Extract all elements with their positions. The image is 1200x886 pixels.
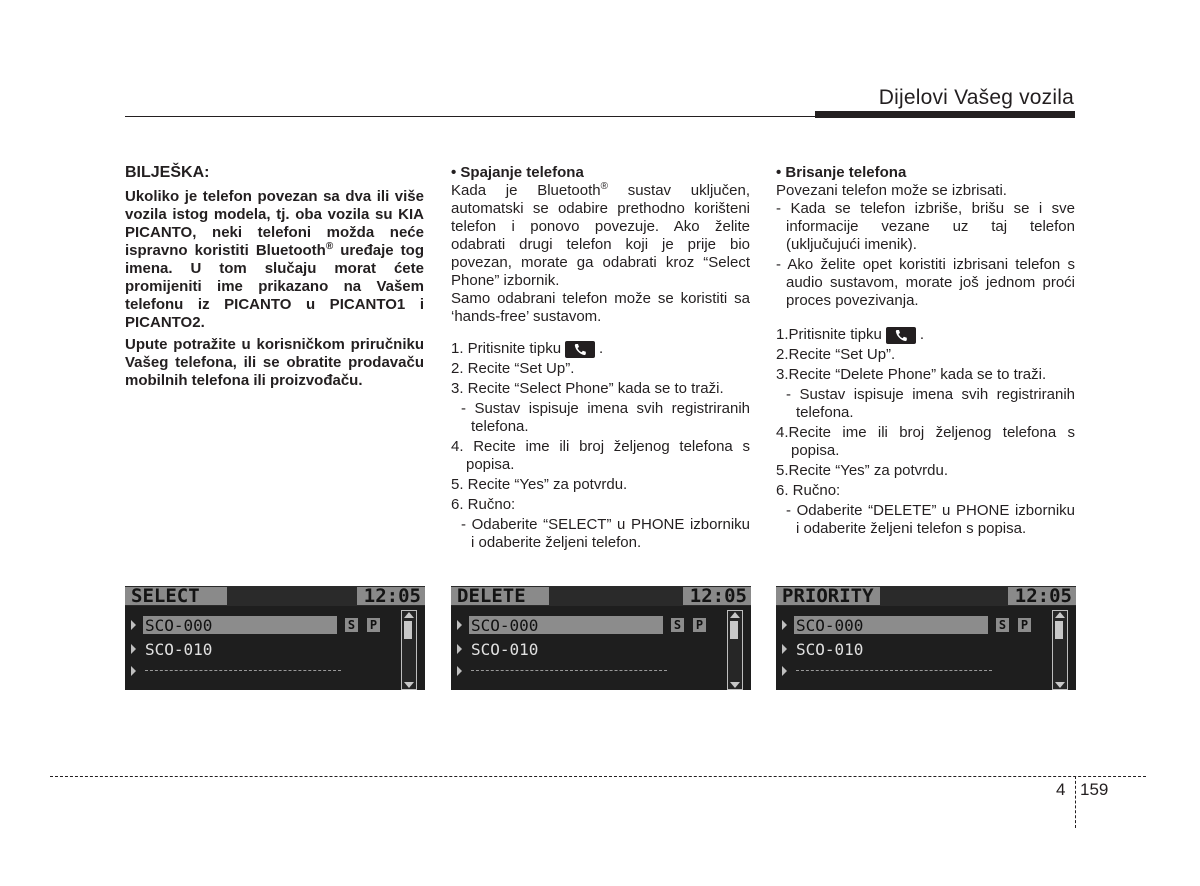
phone-button-icon (565, 341, 595, 358)
connect-step-3: 3. Recite “Select Phone” kada se to traži. (451, 380, 724, 397)
arrow-right-icon (782, 620, 787, 630)
scroll-up-icon (404, 612, 414, 618)
delete-step-3: 3.Recite “Delete Phone” kada se to traži. (776, 366, 1047, 383)
screen-priority (776, 586, 1076, 690)
arrow-right-icon (782, 644, 787, 654)
connect-step-2: 2. Recite “Set Up”. (451, 360, 575, 377)
arrow-right-icon (457, 644, 462, 654)
note-title: BILJEŠKA: (125, 164, 210, 181)
header-rule-accent (815, 111, 1075, 118)
note-paragraph-2: Upute potražite u korisničkom priručniku Vašeg telefona, ili se obratite prodavaču mobilnih telefona ili proizvođaču. (125, 336, 424, 389)
phone-button-icon (886, 327, 916, 344)
connect-column (451, 164, 750, 554)
arrow-right-icon (457, 620, 462, 630)
arrow-right-icon (131, 620, 136, 630)
footer-divider (1075, 776, 1076, 828)
scroll-down-icon (404, 682, 414, 688)
screen-delete (451, 586, 751, 690)
connect-step-4: 4. Recite ime ili broj željenog telefona s popisa. (451, 438, 750, 473)
screen-clock: 12:05 (1014, 585, 1072, 607)
screen-select (125, 586, 425, 690)
connect-paragraph-1: Kada je Bluetooth® sustav uključen, automatski se odabire prethodno korišteni telefon i ponovo povezuje. Ako želite odabrati drugi telefon koji je prije bio povezan, morate ga odabrati kroz “Select Phone” izbornik. (451, 181, 750, 289)
footer-rule (50, 776, 1146, 777)
screen-title: PRIORITY (782, 585, 874, 607)
list-item (782, 662, 1052, 680)
scrollbar (401, 610, 417, 690)
scroll-down-icon (1055, 682, 1065, 688)
delete-step-3-note: - Sustav ispisuje imena svih registriranih telefona. (786, 386, 1075, 421)
connect-step-6-note: - Odaberite “SELECT” u PHONE izborniku i odaberite željeni telefon. (461, 516, 750, 551)
connect-step-5: 5. Recite “Yes” za potvrdu. (451, 476, 628, 493)
arrow-right-icon (131, 644, 136, 654)
delete-note-1: - Kada se telefon izbriše, brišu se i sve informacije vezane uz taj telefon (uključujući imenik). (776, 200, 1075, 253)
badge-s: S (345, 618, 358, 632)
screen-title: DELETE (457, 585, 526, 607)
scroll-up-icon (730, 612, 740, 618)
delete-step-6: 6. Ručno: (776, 482, 841, 499)
delete-step-1: 1.Pritisnite tipku . (776, 326, 925, 343)
arrow-right-icon (131, 666, 136, 676)
chapter-number: 4 (1056, 780, 1066, 799)
delete-title: • Brisanje telefona (776, 164, 907, 181)
list-item: SCO-000 S P (131, 616, 401, 634)
scrollbar (727, 610, 743, 690)
arrow-right-icon (457, 666, 462, 676)
connect-title: • Spajanje telefona (451, 164, 584, 181)
screen-title: SELECT (131, 585, 200, 607)
connect-paragraph-2: Samo odabrani telefon može se koristiti sa ‘hands-free’ sustavom. (451, 290, 750, 325)
note-paragraph-1: Ukoliko je telefon povezan sa dva ili više vozila istog modela, tj. oba vozila su KIA PICANTO, neki telefoni možda neće ispravno koristiti Bluetooth® uređaje tog imena. U tom slučaju morat ćete promijeniti ime prikazano na Vašem telefonu iz PICANTO u PICANTO1 i PICANTO2. (125, 188, 424, 331)
arrow-right-icon (782, 666, 787, 676)
badge-p: P (367, 618, 380, 632)
badge-s: S (996, 618, 1009, 632)
header-rule (125, 116, 815, 117)
delete-step-4: 4.Recite ime ili broj željenog telefona s popisa. (776, 424, 1075, 459)
note-column (125, 164, 424, 394)
connect-step-1: 1. Pritisnite tipku . (451, 340, 604, 357)
badge-p: P (693, 618, 706, 632)
list-item: SCO-000 S P (782, 616, 1052, 634)
delete-column (776, 164, 1075, 540)
badge-s: S (671, 618, 684, 632)
page-number: 159 (1080, 780, 1109, 799)
scroll-down-icon (730, 682, 740, 688)
section-title: Dijelovi Vašeg vozila (878, 86, 1074, 109)
list-item (131, 662, 401, 680)
screen-clock: 12:05 (689, 585, 747, 607)
list-item: SCO-010 (131, 640, 401, 658)
scrollbar (1052, 610, 1068, 690)
delete-step-2: 2.Recite “Set Up”. (776, 346, 896, 363)
list-item (457, 662, 727, 680)
list-item: SCO-000 S P (457, 616, 727, 634)
screen-clock: 12:05 (363, 585, 421, 607)
delete-step-6-note: - Odaberite “DELETE” u PHONE izborniku i odaberite željeni telefon s popisa. (786, 502, 1075, 537)
list-item: SCO-010 (782, 640, 1052, 658)
connect-step-6: 6. Ručno: (451, 496, 516, 513)
badge-p: P (1018, 618, 1031, 632)
scroll-up-icon (1055, 612, 1065, 618)
list-item: SCO-010 (457, 640, 727, 658)
delete-note-2: - Ako želite opet koristiti izbrisani telefon s audio sustavom, morate još jednom proći proces povezivanja. (776, 256, 1075, 309)
connect-step-3-note: - Sustav ispisuje imena svih registriranih telefona. (461, 400, 750, 435)
delete-step-5: 5.Recite “Yes” za potvrdu. (776, 462, 949, 479)
delete-paragraph-1: Povezani telefon može se izbrisati. (776, 182, 1007, 199)
